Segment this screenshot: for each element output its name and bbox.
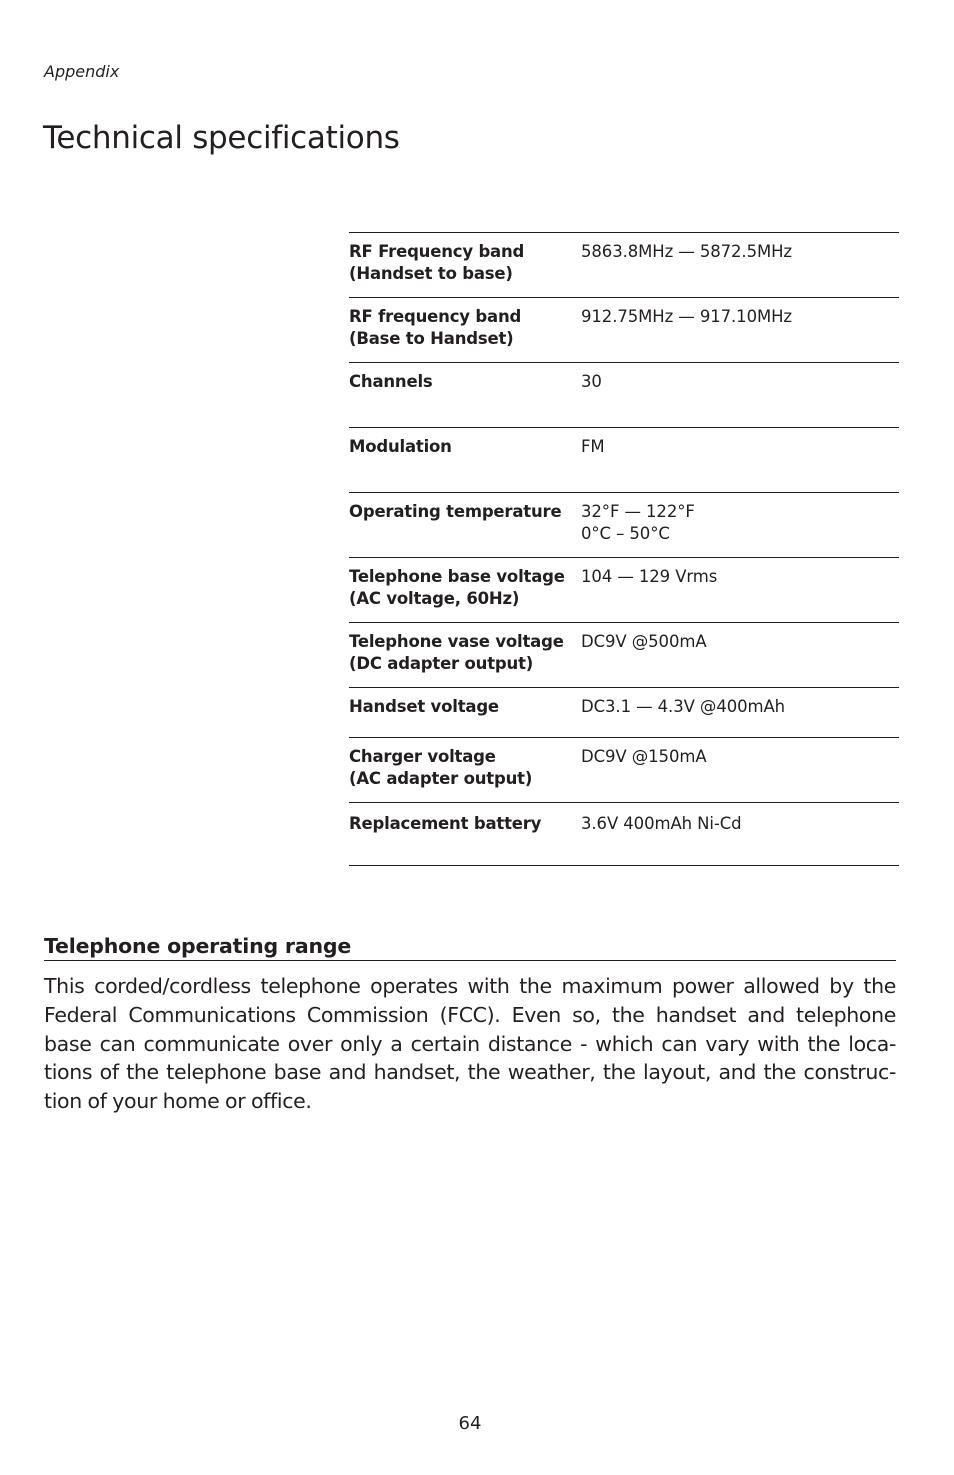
spec-row-rf-base-to-handset [349,298,899,363]
spec-row-modulation [349,428,899,493]
section-label: Appendix [44,62,120,81]
spec-label: Charger voltage (AC adapter output) [349,747,533,788]
spec-row-replacement-battery [349,803,899,866]
spec-value: DC9V @150mA [581,747,707,766]
page-number: 64 [458,1413,482,1434]
spec-row-rf-handset-to-base [349,233,899,298]
spec-row-charger-voltage [349,738,899,803]
spec-label: Operating temperature [349,502,562,521]
spec-label: RF Frequency band (Handset to base) [349,242,525,283]
spec-value: 104 — 129 Vrms [581,567,718,586]
spec-row-channels [349,363,899,428]
page-title: Technical specifications [43,120,400,156]
range-body: This corded/cordless telephone operates with the maximum power allowed by the Federal Communications Commission (FCC). Even so, the handset and telephone base can communicate over only a certain distance - which can vary with the loca-tions of the telephone base and handset, the weather, the layout, and the construc-tion of your home or office. [44,974,896,1114]
spec-table [349,232,899,866]
spec-value: DC9V @500mA [581,632,707,651]
spec-row-vase-voltage [349,623,899,688]
spec-value: 912.75MHz — 917.10MHz [581,307,792,326]
spec-value: DC3.1 — 4.3V @400mAh [581,697,786,716]
spec-label: Replacement battery [349,814,542,833]
spec-label: Handset voltage [349,697,499,716]
spec-row-base-voltage [349,558,899,623]
range-heading: Telephone operating range [44,934,896,961]
spec-label: Modulation [349,437,452,456]
spec-value: FM [581,437,605,456]
spec-row-operating-temperature [349,493,899,558]
spec-label: Telephone vase voltage (DC adapter output) [349,632,564,673]
spec-label: RF frequency band (Base to Handset) [349,307,522,348]
spec-value: 30 [581,372,602,391]
spec-value: 5863.8MHz — 5872.5MHz [581,242,792,261]
spec-label: Telephone base voltage (AC voltage, 60Hz) [349,567,565,608]
spec-value: 32°F — 122°F 0°C – 50°C [581,502,695,543]
spec-row-handset-voltage [349,688,899,738]
spec-value: 3.6V 400mAh Ni-Cd [581,814,742,833]
spec-label: Channels [349,372,433,391]
